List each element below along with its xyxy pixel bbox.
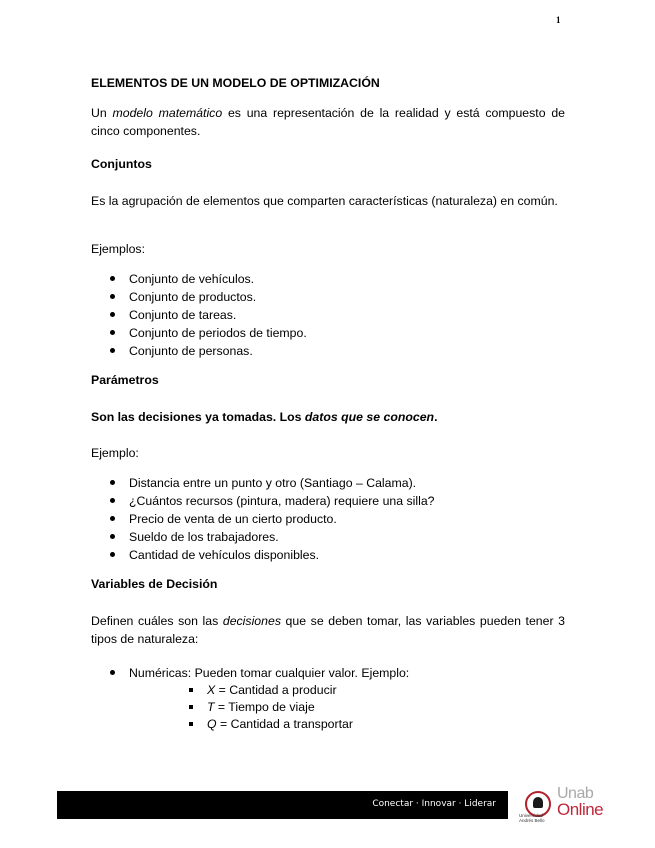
intro-paragraph [91,104,565,140]
conjuntos-examples-label: Ejemplos: [91,242,145,256]
parametros-description-italic: datos que se conocen [304,410,435,424]
logo-text-online: Online [557,800,604,819]
list-item: Conjunto de personas. [91,342,307,360]
variables-heading: Variables de Decisión [91,577,218,591]
variable-definition: = Cantidad a transportar [216,717,353,731]
parametros-examples-list [91,474,435,564]
logo-subtext: Universidad Andrés Bello [519,813,545,823]
conjuntos-heading: Conjuntos [91,157,152,171]
variable-symbol: X [207,683,216,697]
variable-definition: = Cantidad a producir [215,683,337,697]
parametros-description-post: . [434,410,438,424]
variables-types-list [91,664,409,682]
list-item: Precio de venta de un cierto producto. [91,510,435,528]
footer-bar [57,791,508,819]
variables-description-pre: Definen cuáles son las [91,614,223,628]
list-item: Numéricas: Pueden tomar cualquier valor. Ejemplo: [91,664,409,682]
list-item: ¿Cuántos recursos (pintura, madera) requiere una silla? [91,492,435,510]
list-item: Sueldo de los trabajadores. [91,528,435,546]
numeric-examples-list [187,682,353,733]
list-item: Cantidad de vehículos disponibles. [91,546,435,564]
parametros-description [91,410,437,424]
list-item [187,699,353,716]
parametros-description-pre: Son las decisiones ya tomadas. Los [91,410,305,424]
list-item: Conjunto de periodos de tiempo. [91,324,307,342]
intro-text-pre: Un [91,106,113,120]
variables-description-post: que se deben tomar, las variables pueden tener 3 tipos de naturaleza: [91,614,565,646]
intro-text-italic: modelo matemático [112,106,223,120]
parametros-heading: Parámetros [91,373,159,387]
parametros-examples-label: Ejemplo: [91,446,139,460]
page-number: 1 [556,15,561,25]
list-item: Conjunto de vehículos. [91,270,307,288]
intro-text-post: es una representación de la realidad y está compuesto de cinco componentes. [91,106,565,138]
conjuntos-examples-list [91,270,307,360]
logo-text-unab: Unab [557,785,594,802]
variable-symbol: Q [207,717,217,731]
conjuntos-description: Es la agrupación de elementos que comparten características (naturaleza) en común. [91,194,558,208]
variables-description-italic: decisiones [222,614,281,628]
list-item [187,716,353,733]
footer-tagline: Conectar · Innovar · Liderar [372,799,496,809]
variable-symbol: T [207,700,215,714]
variable-definition: = Tiempo de viaje [214,700,315,714]
list-item: Conjunto de tareas. [91,306,307,324]
variables-description [91,612,565,648]
list-item [187,682,353,699]
list-item: Distancia entre un punto y otro (Santiago – Calama). [91,474,435,492]
document-title: ELEMENTOS DE UN MODELO DE OPTIMIZACIÓN [91,76,380,90]
unab-online-logo [517,787,617,823]
list-item: Conjunto de productos. [91,288,307,306]
